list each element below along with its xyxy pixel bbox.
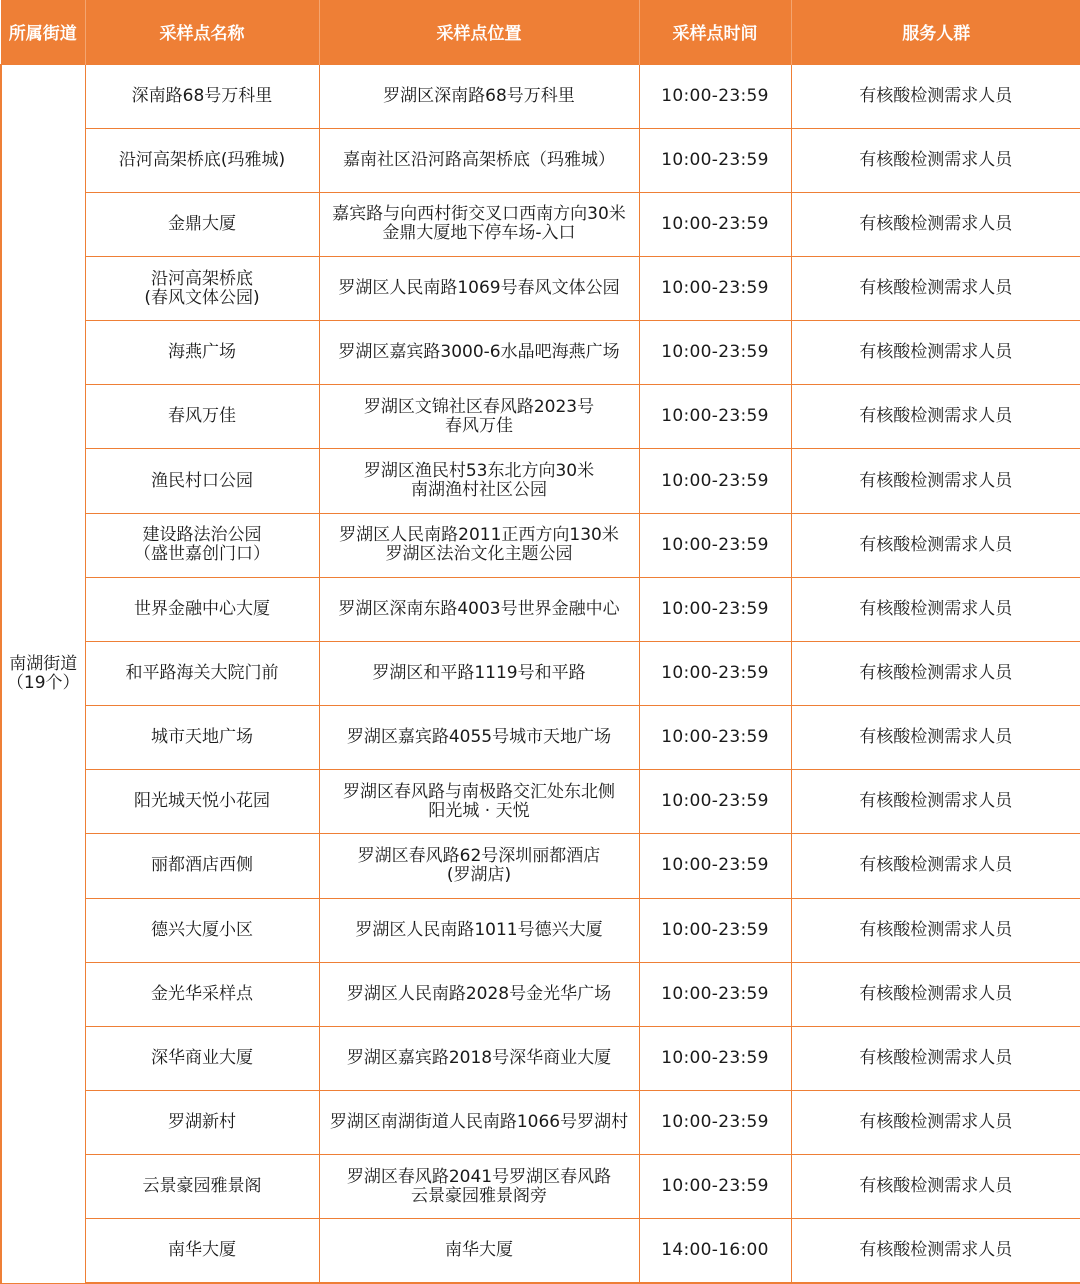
site-location-cell: 罗湖区春风路与南极路交汇处东北侧 阳光城 · 天悦	[319, 770, 639, 834]
site-time-cell: 10:00-23:59	[639, 513, 791, 577]
site-location-cell: 罗湖区人民南路1069号春风文体公园	[319, 256, 639, 320]
site-name-cell: 金鼎大厦	[85, 192, 319, 256]
header-row	[1, 0, 1080, 64]
site-location-cell: 罗湖区人民南路2028号金光华广场	[319, 962, 639, 1026]
site-location-cell: 罗湖区人民南路2011正西方向130米 罗湖区法治文化主题公园	[319, 513, 639, 577]
site-time-cell: 10:00-23:59	[639, 192, 791, 256]
site-time-cell: 10:00-23:59	[639, 641, 791, 705]
service-group-cell: 有核酸检测需求人员	[791, 513, 1080, 577]
site-time-cell: 10:00-23:59	[639, 770, 791, 834]
service-group-cell: 有核酸检测需求人员	[791, 256, 1080, 320]
site-location-cell: 罗湖区和平路1119号和平路	[319, 641, 639, 705]
table-row	[1, 449, 1080, 513]
table-row	[1, 385, 1080, 449]
site-name-cell: 和平路海关大院门前	[85, 641, 319, 705]
site-name-cell: 渔民村口公园	[85, 449, 319, 513]
site-time-cell: 10:00-23:59	[639, 1026, 791, 1090]
site-time-cell: 10:00-23:59	[639, 128, 791, 192]
service-group-cell: 有核酸检测需求人员	[791, 192, 1080, 256]
site-time-cell: 10:00-23:59	[639, 256, 791, 320]
table-header	[1, 0, 1080, 64]
site-location-cell: 罗湖区嘉宾路3000-6水晶吧海燕广场	[319, 321, 639, 385]
table-row	[1, 64, 1080, 128]
site-location-cell: 嘉宾路与向西村街交叉口西南方向30米 金鼎大厦地下停车场-入口	[319, 192, 639, 256]
site-time-cell: 10:00-23:59	[639, 385, 791, 449]
table-row	[1, 641, 1080, 705]
table-row	[1, 1219, 1080, 1283]
site-location-cell: 罗湖区春风路2041号罗湖区春风路 云景豪园雅景阁旁	[319, 1155, 639, 1219]
site-name-cell: 世界金融中心大厦	[85, 577, 319, 641]
site-location-cell: 罗湖区人民南路1011号德兴大厦	[319, 898, 639, 962]
site-time-cell: 10:00-23:59	[639, 706, 791, 770]
table-row	[1, 898, 1080, 962]
site-name-cell: 沿河高架桥底(玛雅城)	[85, 128, 319, 192]
service-group-cell: 有核酸检测需求人员	[791, 128, 1080, 192]
site-time-cell: 10:00-23:59	[639, 64, 791, 128]
table-row	[1, 577, 1080, 641]
site-time-cell: 10:00-23:59	[639, 577, 791, 641]
site-time-cell: 10:00-23:59	[639, 449, 791, 513]
table-row	[1, 706, 1080, 770]
table-row	[1, 321, 1080, 385]
site-name-cell: 建设路法治公园 （盛世嘉创门口）	[85, 513, 319, 577]
site-name-cell: 云景豪园雅景阁	[85, 1155, 319, 1219]
header-service-group: 服务人群	[791, 0, 1080, 64]
site-time-cell: 10:00-23:59	[639, 834, 791, 898]
site-name-cell: 德兴大厦小区	[85, 898, 319, 962]
service-group-cell: 有核酸检测需求人员	[791, 1155, 1080, 1219]
service-group-cell: 有核酸检测需求人员	[791, 577, 1080, 641]
site-name-cell: 深南路68号万科里	[85, 64, 319, 128]
table-row	[1, 962, 1080, 1026]
site-name-cell: 金光华采样点	[85, 962, 319, 1026]
table-row	[1, 192, 1080, 256]
service-group-cell: 有核酸检测需求人员	[791, 1219, 1080, 1283]
service-group-cell: 有核酸检测需求人员	[791, 898, 1080, 962]
site-name-cell: 春风万佳	[85, 385, 319, 449]
site-name-cell: 城市天地广场	[85, 706, 319, 770]
table-row	[1, 513, 1080, 577]
site-location-cell: 罗湖区渔民村53东北方向30米 南湖渔村社区公园	[319, 449, 639, 513]
service-group-cell: 有核酸检测需求人员	[791, 1091, 1080, 1155]
site-name-cell: 海燕广场	[85, 321, 319, 385]
service-group-cell: 有核酸检测需求人员	[791, 834, 1080, 898]
header-site-name: 采样点名称	[85, 0, 319, 64]
service-group-cell: 有核酸检测需求人员	[791, 641, 1080, 705]
site-location-cell: 罗湖区春风路62号深圳丽都酒店 (罗湖店)	[319, 834, 639, 898]
header-street: 所属街道	[1, 0, 85, 64]
street-cell: 南湖街道 （19个）	[1, 64, 85, 1283]
table-row	[1, 1091, 1080, 1155]
site-time-cell: 10:00-23:59	[639, 962, 791, 1026]
site-name-cell: 沿河高架桥底 (春风文体公园)	[85, 256, 319, 320]
site-name-cell: 阳光城天悦小花园	[85, 770, 319, 834]
table-row	[1, 1155, 1080, 1219]
site-name-cell: 深华商业大厦	[85, 1026, 319, 1090]
site-name-cell: 罗湖新村	[85, 1091, 319, 1155]
header-site-time: 采样点时间	[639, 0, 791, 64]
site-location-cell: 罗湖区嘉宾路4055号城市天地广场	[319, 706, 639, 770]
site-location-cell: 罗湖区深南路68号万科里	[319, 64, 639, 128]
site-time-cell: 10:00-23:59	[639, 898, 791, 962]
table-row	[1, 128, 1080, 192]
table-row	[1, 834, 1080, 898]
service-group-cell: 有核酸检测需求人员	[791, 321, 1080, 385]
table-row	[1, 1026, 1080, 1090]
service-group-cell: 有核酸检测需求人员	[791, 1026, 1080, 1090]
site-time-cell: 10:00-23:59	[639, 1155, 791, 1219]
table-body	[1, 64, 1080, 1283]
site-name-cell: 丽都酒店西侧	[85, 834, 319, 898]
site-time-cell: 14:00-16:00	[639, 1219, 791, 1283]
site-location-cell: 罗湖区文锦社区春风路2023号 春风万佳	[319, 385, 639, 449]
header-site-location: 采样点位置	[319, 0, 639, 64]
service-group-cell: 有核酸检测需求人员	[791, 449, 1080, 513]
service-group-cell: 有核酸检测需求人员	[791, 706, 1080, 770]
site-name-cell: 南华大厦	[85, 1219, 319, 1283]
site-location-cell: 南华大厦	[319, 1219, 639, 1283]
service-group-cell: 有核酸检测需求人员	[791, 962, 1080, 1026]
site-location-cell: 嘉南社区沿河路高架桥底（玛雅城）	[319, 128, 639, 192]
table-row	[1, 770, 1080, 834]
site-time-cell: 10:00-23:59	[639, 1091, 791, 1155]
service-group-cell: 有核酸检测需求人员	[791, 770, 1080, 834]
table-row	[1, 256, 1080, 320]
service-group-cell: 有核酸检测需求人员	[791, 64, 1080, 128]
site-location-cell: 罗湖区嘉宾路2018号深华商业大厦	[319, 1026, 639, 1090]
site-location-cell: 罗湖区南湖街道人民南路1066号罗湖村	[319, 1091, 639, 1155]
site-time-cell: 10:00-23:59	[639, 321, 791, 385]
service-group-cell: 有核酸检测需求人员	[791, 385, 1080, 449]
site-location-cell: 罗湖区深南东路4003号世界金融中心	[319, 577, 639, 641]
